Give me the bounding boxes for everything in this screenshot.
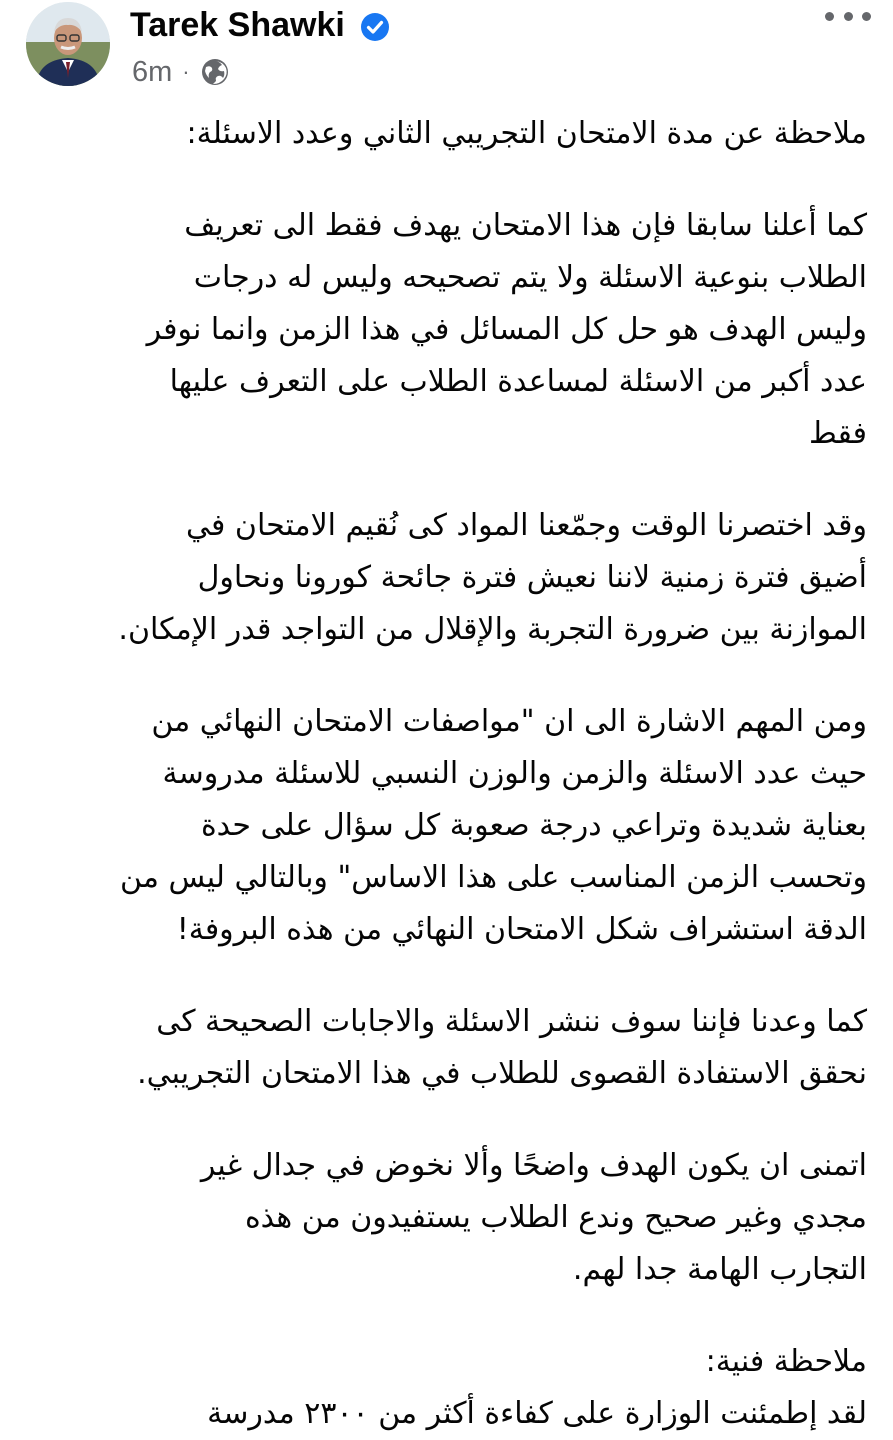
text-line: ملاحظة فنية: bbox=[705, 1344, 867, 1379]
text-line: الدقة استشراف شكل الامتحان النهائي من هذه البروفة! bbox=[176, 912, 867, 947]
verified-badge-icon bbox=[360, 12, 390, 42]
text-line: أضيق فترة زمنية لاننا نعيش فترة جائحة كورونا ونحاول bbox=[197, 560, 867, 595]
author-avatar[interactable] bbox=[26, 2, 110, 86]
paragraph-6 bbox=[24, 1140, 867, 1296]
paragraph-4 bbox=[24, 696, 867, 956]
paragraph-3 bbox=[24, 500, 867, 656]
more-horizontal-icon bbox=[825, 12, 834, 21]
text-line: كما وعدنا فإننا سوف ننشر الاسئلة والاجابات الصحيحة كى bbox=[156, 1004, 867, 1039]
paragraph-5 bbox=[24, 996, 867, 1100]
text-line: لقد إطمئنت الوزارة على كفاءة أكثر من ٢٣٠٠ مدرسة bbox=[207, 1396, 867, 1431]
meta-separator: · bbox=[182, 59, 190, 84]
more-options-button[interactable] bbox=[825, 6, 871, 26]
text-line: اتمنى ان يكون الهدف واضحًا وألا نخوض في جدال غير bbox=[200, 1148, 867, 1183]
paragraph-7 bbox=[24, 1336, 867, 1440]
text-line: كما أعلنا سابقا فإن هذا الامتحان يهدف فقط الى تعريف bbox=[184, 208, 867, 243]
text-line: الطلاب بنوعية الاسئلة ولا يتم تصحيحه وليس له درجات bbox=[193, 260, 867, 295]
paragraph-1 bbox=[24, 108, 867, 160]
text-line: ومن المهم الاشارة الى ان "مواصفات الامتحان النهائي من bbox=[151, 704, 867, 739]
text-line: بعناية شديدة وتراعي درجة صعوبة كل سؤال على حدة bbox=[200, 808, 867, 843]
text-line: وتحسب الزمن المناسب على هذا الاساس" وبالتالي ليس من bbox=[120, 860, 867, 895]
post-header bbox=[0, 0, 893, 100]
paragraph-2 bbox=[24, 200, 867, 460]
text-line: نحقق الاستفادة القصوى للطلاب في هذا الامتحان التجريبي. bbox=[137, 1056, 867, 1091]
post-text bbox=[24, 108, 867, 1440]
avatar-portrait-icon bbox=[26, 2, 110, 86]
post-meta bbox=[132, 56, 230, 88]
text-line: فقط bbox=[809, 416, 867, 451]
text-line: عدد أكبر من الاسئلة لمساعدة الطلاب على التعرف عليها bbox=[169, 364, 867, 399]
globe-icon[interactable] bbox=[200, 57, 230, 87]
text-line: وليس الهدف هو حل كل المسائل في هذا الزمن وانما نوفر bbox=[146, 312, 867, 347]
text-line: وقد اختصرنا الوقت وجمّعنا المواد كى نُقيم الامتحان في bbox=[186, 508, 867, 543]
text-line: حيث عدد الاسئلة والزمن والوزن النسبي للاسئلة مدروسة bbox=[162, 756, 867, 791]
text-line: ملاحظة عن مدة الامتحان التجريبي الثاني وعدد الاسئلة: bbox=[186, 116, 867, 151]
author-name[interactable]: Tarek Shawki bbox=[130, 6, 345, 44]
text-line: التجارب الهامة جدا لهم. bbox=[572, 1252, 867, 1287]
text-line: مجدي وغير صحيح وندع الطلاب يستفيدون من هذه bbox=[244, 1200, 867, 1235]
text-line: الموازنة بين ضرورة التجربة والإقلال من التواجد قدر الإمكان. bbox=[118, 612, 867, 647]
post-timestamp[interactable]: 6m bbox=[132, 55, 173, 88]
